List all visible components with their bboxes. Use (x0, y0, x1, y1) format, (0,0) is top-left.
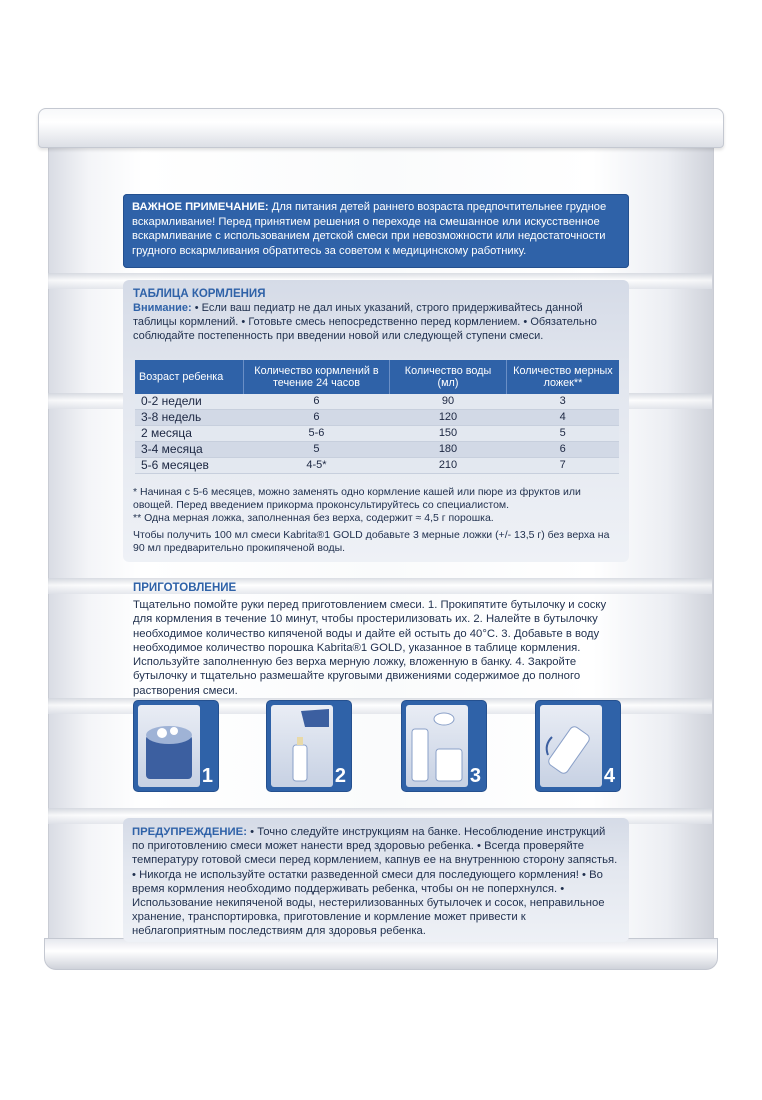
cell-spoons: 5 (506, 426, 619, 442)
spoon-bottle-icon (406, 705, 468, 787)
warning-text: • Точно следуйте инструкциям на банке. Несоблюдение инструкций по приготовлению смеси может нанести вред здоровью ребенка. • Всегда проверяйте температуру готовой смеси перед кормлением, капнув ее на внутреннюю сторону запястья. • Никогда не используйте остатки разведенной смеси для последующего кормления! • Во время кормления необходимо поддерживать ребенка, чтобы он не поперхнулся. • Использование некипяченой воды, нестерилизованных бутылочек и сосок, неправильное хранение, транспортировка, приготовление и кормление может привести к неблагоприятным последствиям для здоровья ребенка. (132, 826, 618, 938)
can-lid (38, 108, 724, 148)
cell-feeds: 5 (243, 442, 389, 458)
cell-spoons: 7 (506, 458, 619, 474)
cell-feeds: 6 (243, 410, 389, 426)
kettle-bottle-icon (271, 705, 333, 787)
prep-section (133, 582, 623, 698)
cell-water: 180 (390, 442, 507, 458)
step-number: 3 (469, 765, 481, 787)
warning-heading: ПРЕДУПРЕЖДЕНИЕ: (132, 826, 247, 838)
prep-title: ПРИГОТОВЛЕНИЕ (133, 582, 237, 594)
cell-feeds: 5-6 (243, 426, 389, 442)
table-row (135, 426, 619, 442)
cell-water: 90 (390, 394, 507, 410)
attention-text: • Если ваш педиатр не дал иных указаний, строго придерживайтесь данной таблицы кормлений. • Готовьте смесь непосредственно перед кормлением. • Обязательно соблюдайте постепенность при введении новой или следующей ступени смеси. (133, 302, 597, 342)
note-1: * Начиная с 5-6 месяцев, можно заменять одно кормление кашей или пюре из фруктов или овощей. Перед введением прикорма проконсультируйтесь со специалистом. (133, 486, 581, 511)
table-row (135, 458, 619, 474)
cell-water: 210 (390, 458, 507, 474)
cell-spoons: 6 (506, 442, 619, 458)
important-note-text: Для питания детей раннего возраста предпочтительнее грудное вскармливание! Перед принятием решения о переходе на смешанное или искусственное вскармливание с использованием детской смеси при невозможности или недостаточности грудного вскармливания обратитесь за советом к медицинскому работнику. (132, 201, 607, 257)
feeding-notes (133, 486, 623, 555)
cell-age: 3-4 месяца (135, 442, 243, 458)
step-4-image (535, 700, 621, 792)
warning-panel (123, 818, 629, 942)
step-1-image (133, 700, 219, 792)
cell-age: 5-6 месяцев (135, 458, 243, 474)
col-feeds: Количество кормлений в течение 24 часов (243, 360, 389, 394)
feeding-table (135, 360, 619, 474)
feeding-title: ТАБЛИЦА КОРМЛЕНИЯ (133, 288, 266, 300)
cell-water: 150 (390, 426, 507, 442)
col-spoons: Количество мерных ложек** (506, 360, 619, 394)
shake-bottle-icon (540, 705, 602, 787)
col-age: Возраст ребенка (135, 360, 243, 394)
step-number: 2 (334, 765, 346, 787)
cell-feeds: 4-5* (243, 458, 389, 474)
important-note-panel (123, 194, 629, 268)
cell-age: 3-8 недель (135, 410, 243, 426)
note-3: Чтобы получить 100 мл смеси Kabrita®1 GOLD добавьте 3 мерные ложки (+/- 13,5 г) без верха на 90 мл предварительно прокипяченой воды. (133, 529, 610, 554)
step-number: 1 (201, 765, 213, 787)
cell-spoons: 3 (506, 394, 619, 410)
step-2-image (266, 700, 352, 792)
cell-age: 2 месяца (135, 426, 243, 442)
step-number: 4 (603, 765, 615, 787)
table-row (135, 442, 619, 458)
cell-age: 0-2 недели (135, 394, 243, 410)
step-3-image (401, 700, 487, 792)
can-bottom-rim (44, 938, 718, 970)
prep-text: Тщательно помойте руки перед приготовлением смеси. 1. Прокипятите бутылочку и соску для кормления в течение 10 минут, чтобы простерилизовать их. 2. Налейте в бутылочку необходимое количество кипяченой воды и дайте ей остыть до 40°C. 3. Добавьте в воду необходимое количество порошка Kabrita®1 GOLD, указанное в таблице кормления. Используйте заполненную без верха мерную ложку, вложенную в банку. 4. Закройте бутылочку и тщательно размешайте круговыми движениями содержимое до полного растворения смеси. (133, 599, 607, 697)
pot-icon (138, 705, 200, 787)
note-2: ** Одна мерная ложка, заполненная без верха, содержит ≈ 4,5 г порошка. (133, 512, 494, 524)
table-row (135, 410, 619, 426)
cell-spoons: 4 (506, 410, 619, 426)
table-row (135, 394, 619, 410)
col-water: Количество воды (мл) (390, 360, 507, 394)
attention-label: Внимание: (133, 302, 192, 314)
cell-feeds: 6 (243, 394, 389, 410)
important-note-heading: ВАЖНОЕ ПРИМЕЧАНИЕ: (132, 201, 269, 213)
cell-water: 120 (390, 410, 507, 426)
